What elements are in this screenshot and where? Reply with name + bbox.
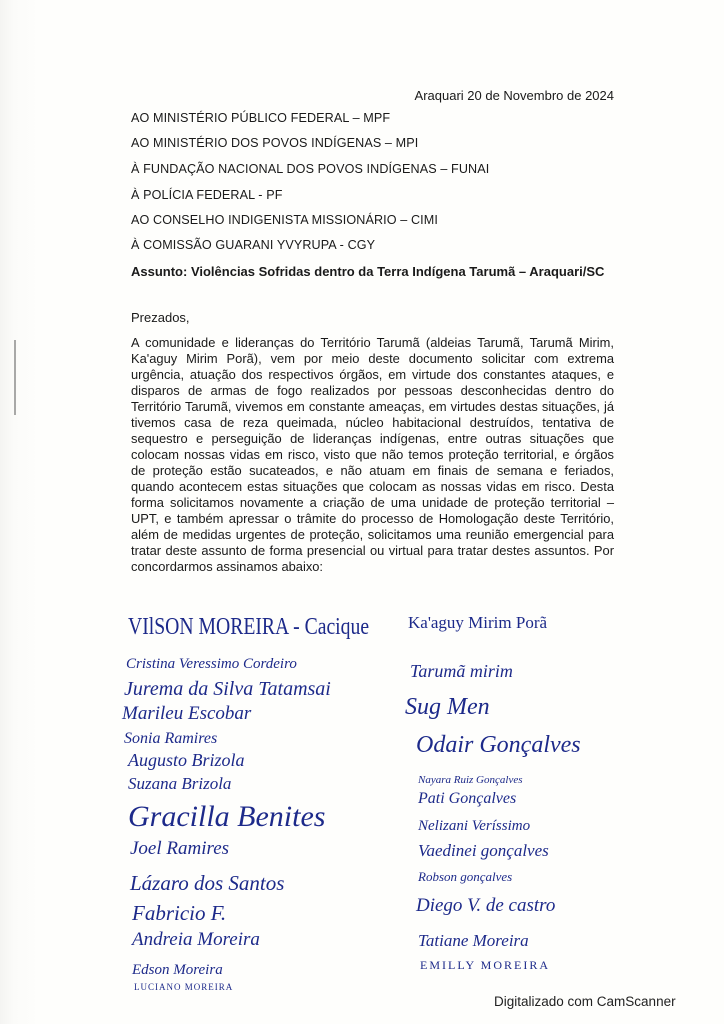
signature: LUCIANO MOREIRA: [134, 982, 234, 992]
camscanner-watermark: Digitalizado com CamScanner: [494, 994, 676, 1009]
signature: VIlSON MOREIRA - Cacique: [128, 614, 370, 640]
signature: Edson Moreira: [132, 962, 223, 978]
signature: Joel Ramires: [130, 838, 230, 859]
signature: Gracilla Benites: [128, 800, 326, 833]
signature: Vaedinei gonçalves: [418, 841, 549, 860]
addressee: À FUNDAÇÃO NACIONAL DOS POVOS INDÍGENAS – FUNAI: [131, 162, 490, 176]
signature: Robson gonçalves: [418, 869, 513, 884]
signature: Andreia Moreira: [132, 929, 260, 950]
addressee: AO MINISTÉRIO DOS POVOS INDÍGENAS – MPI: [131, 136, 419, 150]
signature: Diego V. de castro: [416, 895, 556, 916]
signature: Sonia Ramires: [124, 730, 218, 747]
signature: Pati Gonçalves: [418, 790, 517, 807]
signature: Suzana Brizola: [128, 774, 232, 793]
addressee: À POLÍCIA FEDERAL - PF: [131, 188, 283, 202]
signature: Marileu Escobar: [122, 703, 252, 724]
signature: Jurema da Silva Tatamsai: [124, 678, 331, 700]
addressee: AO CONSELHO INDIGENISTA MISSIONÁRIO – CIMI: [131, 213, 438, 227]
addressee: À COMISSÃO GUARANI YVYRUPA - CGY: [131, 238, 376, 252]
signature: Sug Men: [405, 694, 490, 720]
signature: Nelizani Veríssimo: [418, 818, 531, 834]
signature: Nayara Ruiz Gonçalves: [418, 774, 523, 786]
greeting: Prezados,: [131, 310, 190, 325]
date-line: Araquari 20 de Novembro de 2024: [414, 88, 614, 103]
signature: Lázaro dos Santos: [130, 871, 285, 895]
signature: Ka'aguy Mirim Porã: [408, 613, 548, 632]
scan-edge-mark: [14, 340, 16, 415]
signature: Tatiane Moreira: [418, 931, 529, 950]
signature: Fabricio F.: [132, 901, 227, 925]
signature: EMILLY MOREIRA: [420, 958, 551, 972]
signature: Odair Gonçalves: [416, 732, 581, 758]
signature: Cristina Veressimo Cordeiro: [126, 656, 297, 672]
subject-line: Assunto: Violências Sofridas dentro da Terra Indígena Tarumã – Araquari/SC: [131, 264, 605, 279]
body-paragraph: A comunidade e lideranças do Território Tarumã (aldeias Tarumã, Tarumã Mirim, Ka'aguy Mirim Porã), vem por meio deste documento solicitar com extrema urgência, atuação dos respectivos órgãos, em virtude dos constantes ataques, e disparos de armas de fogo realizados por pessoas desconhecidas dentro do Território Tarumã, vivemos em constante ameaças, em virtudes destas situações, já tivemos casa de reza queimada, núcleo habitacional destruídos, tentativa de sequestro e perseguição de lideranças indígenas, entre outras situações que colocam nossas vidas em risco, visto que não temos proteção territorial, e órgãos de proteção estão sucateados, e não atuam em finais de semana e feriados, quando acontecem estas situações que colocam as nossas vidas em risco. Desta forma solicitamos novamente a criação de uma unidade de proteção territorial – UPT, e também apressar o trâmite do processo de Homologação deste Território, além de medidas urgentes de proteção, solicitamos uma reunião emergencial para tratar deste assunto de forma presencial ou virtual para tratar destes assuntos. Por concordarmos assinamos abaixo:: [131, 335, 614, 574]
addressee: AO MINISTÉRIO PÚBLICO FEDERAL – MPF: [131, 111, 391, 125]
signature: Tarumã mirim: [410, 661, 513, 681]
signature: Augusto Brizola: [128, 750, 245, 770]
